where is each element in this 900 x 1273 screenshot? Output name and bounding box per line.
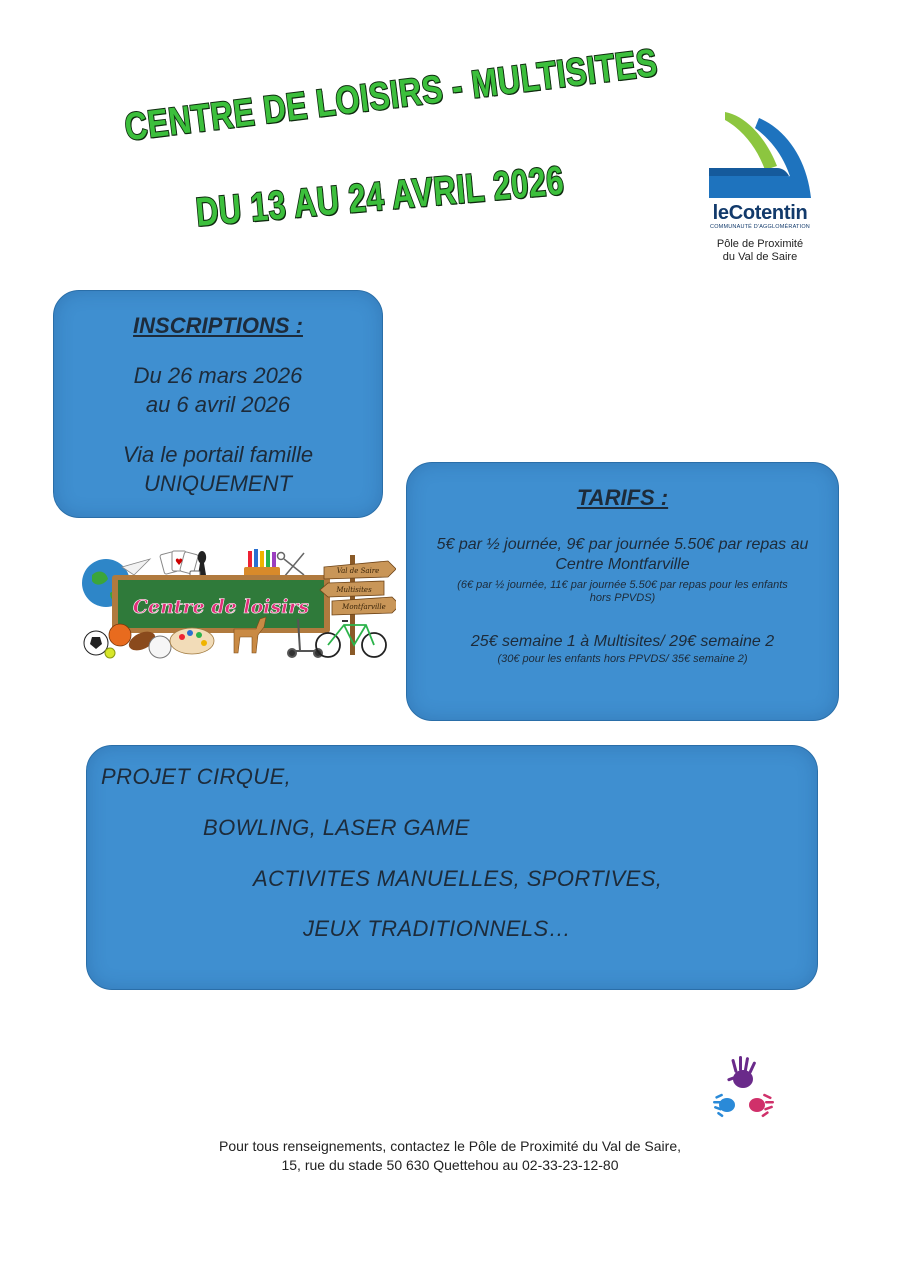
- paint-palette-icon: [170, 628, 214, 654]
- activity-line-3: ACTIVITES MANUELLES, SPORTIVES,: [253, 866, 663, 891]
- inscriptions-via-2: UNIQUEMENT: [144, 471, 292, 496]
- inscriptions-via-1: Via le portail famille: [122, 442, 314, 467]
- tarifs-subline-1: (6€ par ½ journée, 11€ par journée 5.50€ par repas pour les enfants hors PPVDS): [457, 579, 788, 604]
- logo-pole-line-1: Pôle de Proximité: [716, 238, 804, 250]
- logo-pole-line-2: du Val de Saire: [722, 251, 798, 263]
- basketball-icon: [109, 624, 131, 646]
- sign-multisites: Multisites: [336, 586, 372, 594]
- footer-line-1: Pour tous renseignements, contactez le Pôle de Proximité du Val de Saire,: [219, 1138, 681, 1154]
- tarifs-line-1: 5€ par ½ journée, 9€ par journée 5.50€ par repas au Centre Montfarville: [436, 536, 809, 573]
- activity-line-2: BOWLING, LASER GAME: [203, 815, 470, 840]
- logo-brand: leCotentin: [712, 202, 808, 224]
- footer-contact: [0, 1137, 900, 1175]
- handprints-icon: [705, 1055, 780, 1125]
- svg-text:♥: ♥: [175, 558, 184, 568]
- pencils-icon: [244, 549, 280, 577]
- activity-line-4: JEUX TRADITIONNELS…: [303, 916, 571, 941]
- tarifs-subline-2: (30€ pour les enfants hors PPVDS/ 35€ semaine 2): [497, 653, 748, 665]
- tennis-ball-icon: [105, 648, 115, 658]
- logo-pole: [700, 238, 820, 264]
- lecotentin-logo: [700, 110, 820, 270]
- inscriptions-date-1: Du 26 mars 2026: [133, 363, 303, 388]
- sign-val-de-saire: Val de Saire: [336, 567, 380, 575]
- logo-subtitle: COMMUNAUTÉ D'AGGLOMÉRATION: [710, 224, 810, 230]
- tarifs-line-2: 25€ semaine 1 à Multisites/ 29€ semaine 2: [470, 633, 775, 650]
- activities-box: [86, 745, 818, 990]
- inscriptions-heading: INSCRIPTIONS :: [133, 313, 303, 338]
- footer-line-2: 15, rue du stade 50 630 Quettehou au 02-33-23-12-80: [281, 1157, 619, 1173]
- chalkboard-text: Centre de loisirs: [132, 596, 310, 618]
- inscriptions-date-2: au 6 avril 2026: [145, 392, 291, 417]
- tarifs-box: [406, 462, 839, 721]
- centre-de-loisirs-illustration: [78, 545, 396, 663]
- title-line-2: DU 13 AU 24 AVRIL 2026: [193, 157, 566, 236]
- inscriptions-box: [53, 290, 383, 518]
- lecotentin-swoosh-icon: [707, 110, 813, 200]
- title-line-1: CENTRE DE LOISIRS - MULTISITES: [122, 40, 660, 150]
- activity-line-1: PROJET CIRQUE,: [101, 764, 292, 789]
- sign-montfarville: Montfarville: [342, 603, 386, 611]
- volleyball-icon: [149, 636, 171, 658]
- tarifs-heading: TARIFS :: [576, 485, 669, 510]
